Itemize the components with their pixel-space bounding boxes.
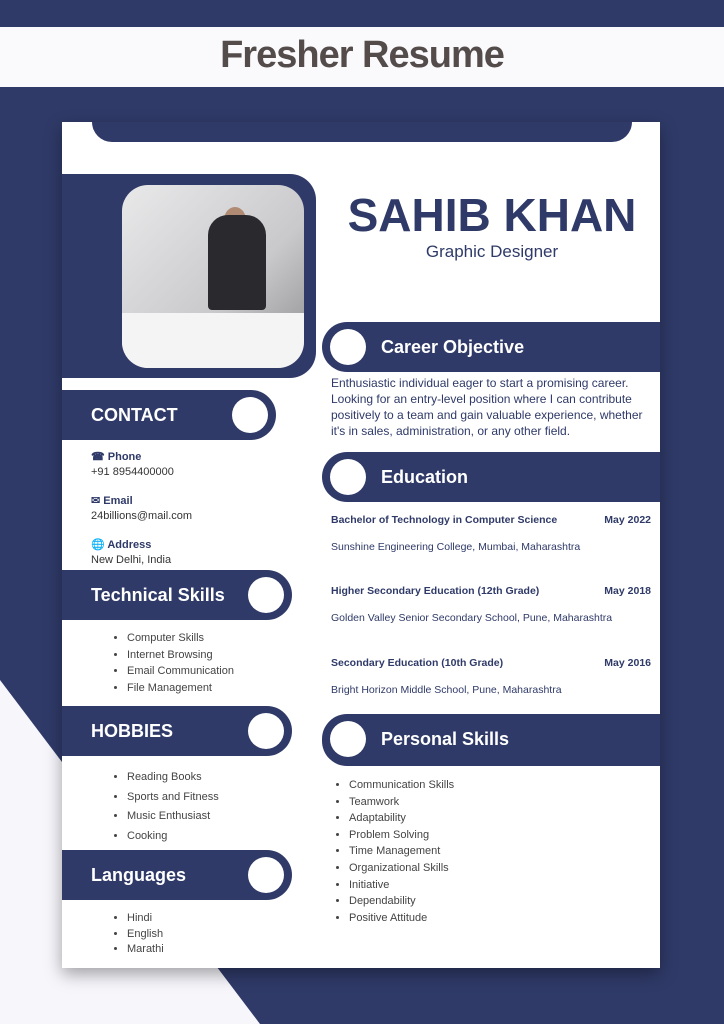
school: Sunshine Engineering College, Mumbai, Maharashtra: [331, 541, 581, 553]
hobbies-heading: [62, 706, 292, 756]
address-value: New Delhi, India: [91, 554, 172, 566]
circle-decoration: [248, 857, 284, 893]
phone-label: ☎ Phone: [91, 451, 142, 463]
photo-person: [208, 215, 266, 310]
school: Bright Horizon Middle School, Pune, Maharashtra: [331, 684, 562, 696]
phone-value: +91 8954400000: [91, 466, 174, 478]
list-item: • Computer Skills: [127, 630, 234, 647]
list-item: • Dependability: [349, 893, 454, 910]
education-heading-text: Education: [381, 467, 469, 487]
list-item: • Problem Solving: [349, 827, 454, 844]
hobbies-heading-text: HOBBIES: [91, 721, 174, 741]
list-item: • Time Management: [349, 843, 454, 860]
degree: Higher Secondary Education (12th Grade): [331, 585, 540, 597]
top-tab: [92, 122, 632, 142]
date: May 2016: [604, 657, 651, 669]
date: May 2018: [604, 585, 651, 597]
school: Golden Valley Senior Secondary School, Pune, Maharashtra: [331, 612, 613, 624]
education-entry: [331, 585, 651, 624]
list-item: • Hindi: [127, 911, 164, 927]
technical-skills-heading-text: Technical Skills: [91, 585, 225, 605]
list-item: • Teamwork: [349, 794, 454, 811]
email-block: [91, 494, 192, 524]
list-item: • Adaptability: [349, 810, 454, 827]
profile-photo: [122, 185, 304, 368]
circle-decoration: [330, 329, 366, 365]
list-item: • Marathi: [127, 942, 164, 958]
circle-decoration: [330, 459, 366, 495]
list-item: • Sports and Fitness: [127, 788, 219, 808]
circle-decoration: [248, 713, 284, 749]
banner-title: Fresher Resume: [220, 34, 504, 76]
phone-block: [91, 450, 174, 480]
photo-panel: [62, 174, 316, 378]
list-item: • Positive Attitude: [349, 910, 454, 927]
date: May 2022: [604, 514, 651, 526]
languages-heading: [62, 850, 292, 900]
list-item: • Organizational Skills: [349, 860, 454, 877]
career-objective-heading: [322, 322, 660, 372]
list-item: • English: [127, 927, 164, 943]
degree: Bachelor of Technology in Computer Science: [331, 514, 558, 526]
degree: Secondary Education (10th Grade): [331, 657, 504, 669]
contact-heading: [62, 390, 276, 440]
contact-heading-text: CONTACT: [91, 405, 178, 425]
circle-decoration: [232, 397, 268, 433]
education-heading: [322, 452, 660, 502]
address-block: [91, 538, 171, 568]
career-objective-heading-text: Career Objective: [381, 337, 525, 357]
education-entry: [331, 514, 651, 553]
career-objective-text: Enthusiastic individual eager to start a promising career. Looking for an entry-level position where I can contribute positively to a team and gain valuable experience, whether it's in sales, administration, or any other field.: [331, 376, 643, 438]
banner: [0, 27, 724, 87]
technical-skills-list: [127, 630, 234, 696]
list-item: • Music Enthusiast: [127, 807, 219, 827]
list-item: • File Management: [127, 680, 234, 697]
languages-heading-text: Languages: [91, 865, 187, 885]
resume-card: [62, 122, 660, 968]
personal-skills-heading-text: Personal Skills: [381, 729, 510, 749]
personal-skills-heading: [322, 714, 660, 766]
languages-list: [127, 911, 164, 958]
candidate-role: Graphic Designer: [425, 242, 559, 261]
email-label: ✉ Email: [91, 495, 133, 507]
circle-decoration: [248, 577, 284, 613]
photo-desk: [122, 313, 304, 368]
list-item: • Reading Books: [127, 768, 219, 788]
list-item: • Initiative: [349, 877, 454, 894]
list-item: • Internet Browsing: [127, 647, 234, 664]
candidate-name: SAHIB KHAN: [347, 189, 637, 241]
technical-skills-heading: [62, 570, 292, 620]
hobbies-list: [127, 768, 219, 846]
education-entry: [331, 657, 651, 696]
circle-decoration: [330, 721, 366, 757]
personal-skills-list: [349, 777, 454, 926]
list-item: • Communication Skills: [349, 777, 454, 794]
address-label: 🌐 Address: [91, 539, 152, 551]
list-item: • Cooking: [127, 827, 219, 847]
list-item: • Email Communication: [127, 663, 234, 680]
email-value: 24billions@mail.com: [91, 510, 193, 522]
